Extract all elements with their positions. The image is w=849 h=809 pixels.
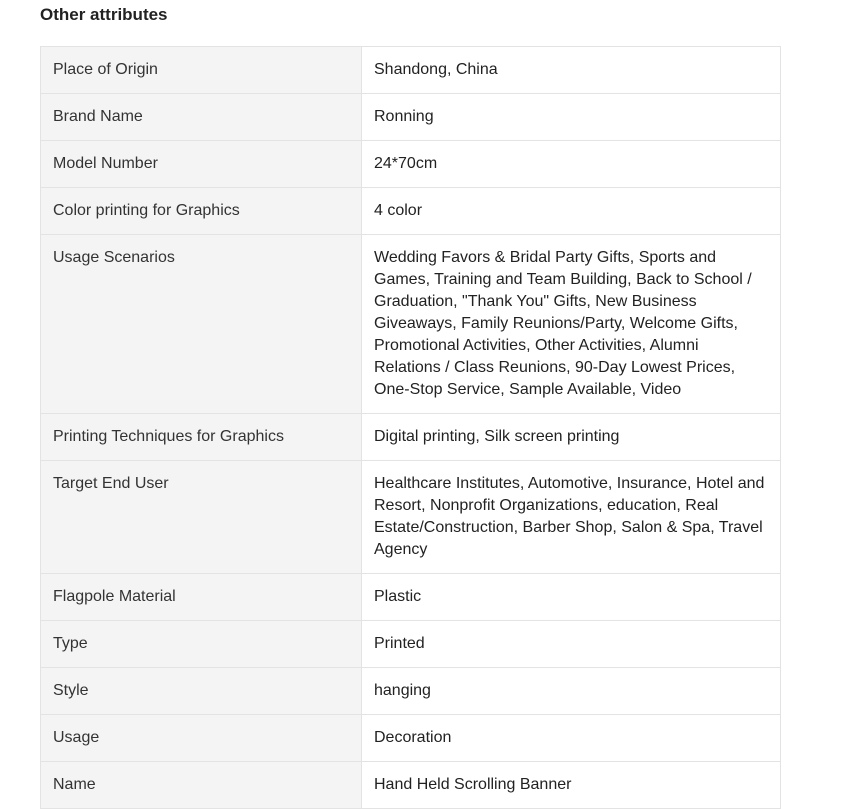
table-row bbox=[41, 668, 781, 715]
attribute-value: Ronning bbox=[362, 94, 781, 141]
attribute-value: Hand Held Scrolling Banner bbox=[362, 762, 781, 809]
attribute-value: hanging bbox=[362, 668, 781, 715]
attribute-key: Target End User bbox=[41, 461, 362, 574]
section-title: Other attributes bbox=[40, 5, 168, 24]
attribute-key: Name bbox=[41, 762, 362, 809]
attribute-value: Digital printing, Silk screen printing bbox=[362, 414, 781, 461]
table-row bbox=[41, 141, 781, 188]
attribute-key: Usage bbox=[41, 715, 362, 762]
attribute-key: Usage Scenarios bbox=[41, 235, 362, 414]
attribute-value: Decoration bbox=[362, 715, 781, 762]
attribute-key: Printing Techniques for Graphics bbox=[41, 414, 362, 461]
attribute-key: Color printing for Graphics bbox=[41, 188, 362, 235]
table-row bbox=[41, 574, 781, 621]
attribute-value: Healthcare Institutes, Automotive, Insurance, Hotel and Resort, Nonprofit Organizations, education, Real Estate/Construction, Barber Shop, Salon & Spa, Travel Agency bbox=[362, 461, 781, 574]
table-row bbox=[41, 94, 781, 141]
attribute-value: 24*70cm bbox=[362, 141, 781, 188]
attribute-value: Printed bbox=[362, 621, 781, 668]
attributes-table bbox=[40, 46, 781, 809]
attribute-key: Brand Name bbox=[41, 94, 362, 141]
table-row bbox=[41, 715, 781, 762]
table-row bbox=[41, 47, 781, 94]
table-row bbox=[41, 414, 781, 461]
table-row bbox=[41, 762, 781, 809]
table-row bbox=[41, 235, 781, 414]
attribute-key: Place of Origin bbox=[41, 47, 362, 94]
attribute-value: Wedding Favors & Bridal Party Gifts, Sports and Games, Training and Team Building, Back to School / Graduation, "Thank You" Gifts, New Business Giveaways, Family Reunions/Party, Welcome Gifts, Promotional Activities, Other Activities, Alumni Relations / Class Reunions, 90-Day Lowest Prices, One-Stop Service, Sample Available, Video bbox=[362, 235, 781, 414]
attribute-value: Shandong, China bbox=[362, 47, 781, 94]
table-row bbox=[41, 621, 781, 668]
attribute-key: Style bbox=[41, 668, 362, 715]
attribute-key: Model Number bbox=[41, 141, 362, 188]
attribute-key: Type bbox=[41, 621, 362, 668]
table-row bbox=[41, 188, 781, 235]
table-row bbox=[41, 461, 781, 574]
attribute-value: Plastic bbox=[362, 574, 781, 621]
attribute-value: 4 color bbox=[362, 188, 781, 235]
attribute-key: Flagpole Material bbox=[41, 574, 362, 621]
